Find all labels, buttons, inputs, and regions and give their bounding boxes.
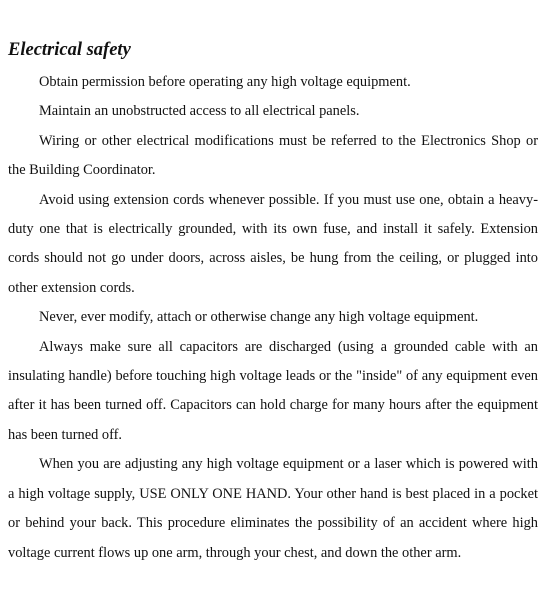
document-body	[8, 38, 538, 568]
paragraph-one-hand: When you are adjusting any high voltage equipment or a laser which is powered with a high voltage supply, USE ONLY ONE HAND. Your other hand is best placed in a pocket or behind your back. This procedure eliminates the possibility of an accident where high voltage current flows up one arm, through your chest, and down the other arm.	[8, 456, 538, 561]
paragraph-wiring: Wiring or other electrical modifications must be referred to the Electronics Shop or the Building Coordinator.	[8, 132, 538, 179]
paragraph-capacitors: Always make sure all capacitors are discharged (using a grounded cable with an insulating handle) before touching high voltage leads or the "inside" of any equipment even after it has been turned off. Capacitors can hold charge for many hours after the equipment has been turned off.	[8, 338, 538, 443]
paragraph-no-modify: Never, ever modify, attach or otherwise change any high voltage equipment.	[39, 309, 479, 326]
paragraph-panel-access: Maintain an unobstructed access to all electrical panels.	[39, 103, 360, 120]
paragraph-permission: Obtain permission before operating any high voltage equipment.	[39, 74, 411, 90]
section-heading: Electrical safety	[8, 40, 131, 60]
paragraph-extension-cords: Avoid using extension cords whenever possible. If you must use one, obtain a heavy- duty one that is electrically grounded, with its own fuse, and install it safely. Extension cords should not go under doors, across aisles, be hung from the ceiling, or plugged into other extension cords.	[8, 191, 538, 296]
